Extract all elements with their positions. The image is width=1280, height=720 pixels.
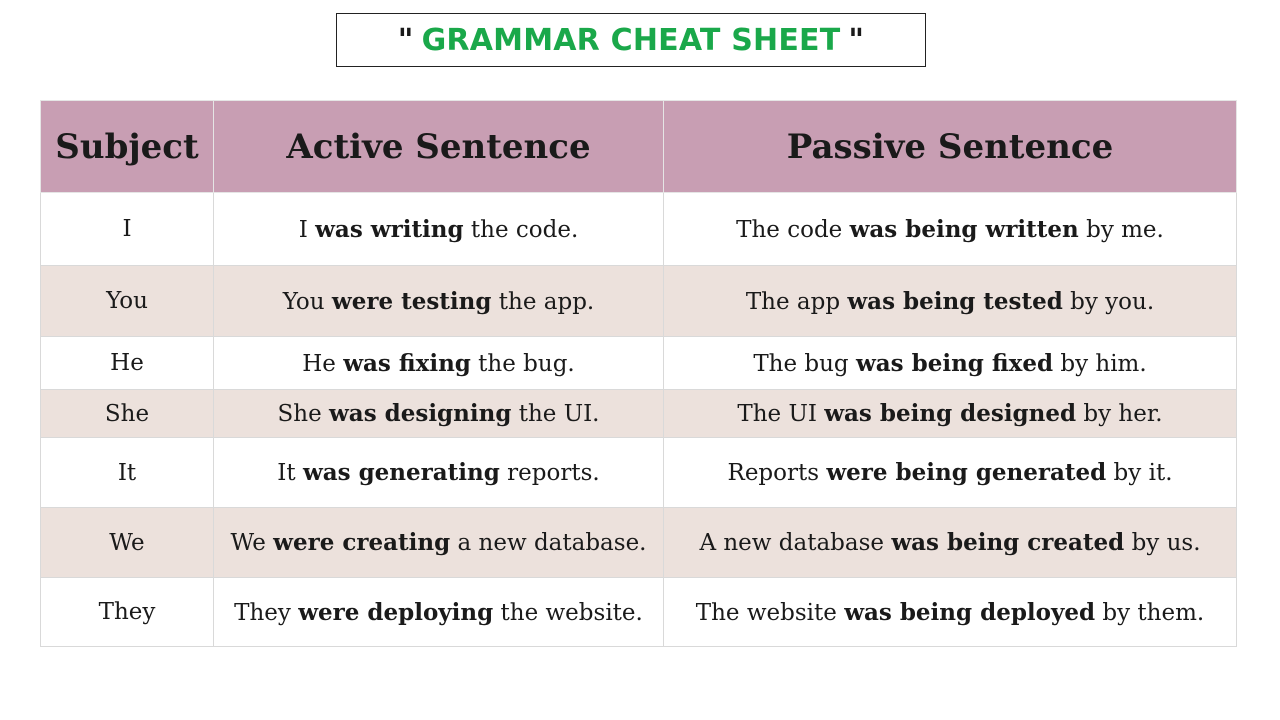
passive-verb: was being written xyxy=(849,215,1079,243)
passive-pre: The bug xyxy=(753,350,856,377)
table-row xyxy=(41,193,1237,266)
active-sentence-cell xyxy=(214,508,664,578)
subject-cell: It xyxy=(41,438,214,508)
grammar-table xyxy=(40,100,1237,647)
passive-post: by them. xyxy=(1095,599,1205,626)
passive-post: by me. xyxy=(1078,216,1164,243)
table-row xyxy=(41,438,1237,508)
active-pre: I xyxy=(298,216,316,243)
passive-pre: The UI xyxy=(737,401,825,427)
active-pre: He xyxy=(302,350,344,377)
active-post: a new database. xyxy=(450,530,647,556)
passive-post: by us. xyxy=(1124,530,1201,556)
active-verb: was generating xyxy=(302,459,500,486)
passive-verb: was being designed xyxy=(824,400,1077,427)
active-verb: was fixing xyxy=(343,349,471,377)
passive-verb: was being tested xyxy=(847,287,1063,315)
active-pre: We xyxy=(230,530,274,556)
passive-sentence-cell xyxy=(664,193,1237,266)
passive-post: by her. xyxy=(1076,401,1163,427)
active-post: the bug. xyxy=(470,350,575,377)
active-sentence-cell xyxy=(214,337,664,390)
passive-post: by you. xyxy=(1062,288,1155,315)
active-sentence-cell xyxy=(214,438,664,508)
passive-sentence-cell xyxy=(664,390,1237,438)
active-pre: You xyxy=(282,288,332,315)
active-pre: They xyxy=(234,599,299,626)
passive-sentence-cell xyxy=(664,508,1237,578)
table-row xyxy=(41,578,1237,647)
subject-cell: They xyxy=(41,578,214,647)
active-post: the app. xyxy=(491,288,595,315)
active-sentence-cell xyxy=(214,266,664,337)
passive-sentence-cell xyxy=(664,438,1237,508)
passive-pre: The website xyxy=(695,599,845,626)
title-text: GRAMMAR CHEAT SHEET xyxy=(421,22,841,58)
subject-cell: You xyxy=(41,266,214,337)
passive-pre: Reports xyxy=(727,460,827,486)
active-pre: It xyxy=(277,460,303,486)
active-post: the code. xyxy=(463,216,579,243)
passive-verb: were being generated xyxy=(826,459,1107,486)
table-row xyxy=(41,508,1237,578)
page-title xyxy=(336,13,926,67)
active-sentence-cell xyxy=(214,193,664,266)
subject-cell: We xyxy=(41,508,214,578)
passive-verb: was being fixed xyxy=(855,349,1054,377)
passive-sentence-cell xyxy=(664,337,1237,390)
title-quote-close: " xyxy=(848,22,865,58)
table-row xyxy=(41,390,1237,438)
passive-post: by it. xyxy=(1106,460,1173,486)
active-verb: were deploying xyxy=(298,598,494,626)
passive-verb: was being created xyxy=(891,529,1125,556)
active-verb: was writing xyxy=(315,215,464,243)
active-sentence-cell xyxy=(214,578,664,647)
table-header-row xyxy=(41,101,1237,193)
title-quote-open: " xyxy=(397,22,414,58)
passive-pre: The app xyxy=(745,288,848,315)
active-verb: were creating xyxy=(273,529,451,556)
passive-verb: was being deployed xyxy=(844,598,1096,626)
passive-sentence-cell xyxy=(664,266,1237,337)
passive-sentence-cell xyxy=(664,578,1237,647)
passive-pre: The code xyxy=(736,216,850,243)
active-post: the website. xyxy=(493,599,643,626)
subject-cell: She xyxy=(41,390,214,438)
active-verb: were testing xyxy=(331,287,492,315)
active-post: reports. xyxy=(499,460,600,486)
header-subject: Subject xyxy=(41,101,214,193)
table-row xyxy=(41,266,1237,337)
active-post: the UI. xyxy=(511,401,600,427)
active-verb: was designing xyxy=(329,400,512,427)
header-passive-sentence: Passive Sentence xyxy=(664,101,1237,193)
header-active-sentence: Active Sentence xyxy=(214,101,664,193)
subject-cell: He xyxy=(41,337,214,390)
active-pre: She xyxy=(277,401,329,427)
subject-cell: I xyxy=(41,193,214,266)
passive-post: by him. xyxy=(1053,350,1147,377)
table-row xyxy=(41,337,1237,390)
active-sentence-cell xyxy=(214,390,664,438)
passive-pre: A new database xyxy=(699,530,892,556)
